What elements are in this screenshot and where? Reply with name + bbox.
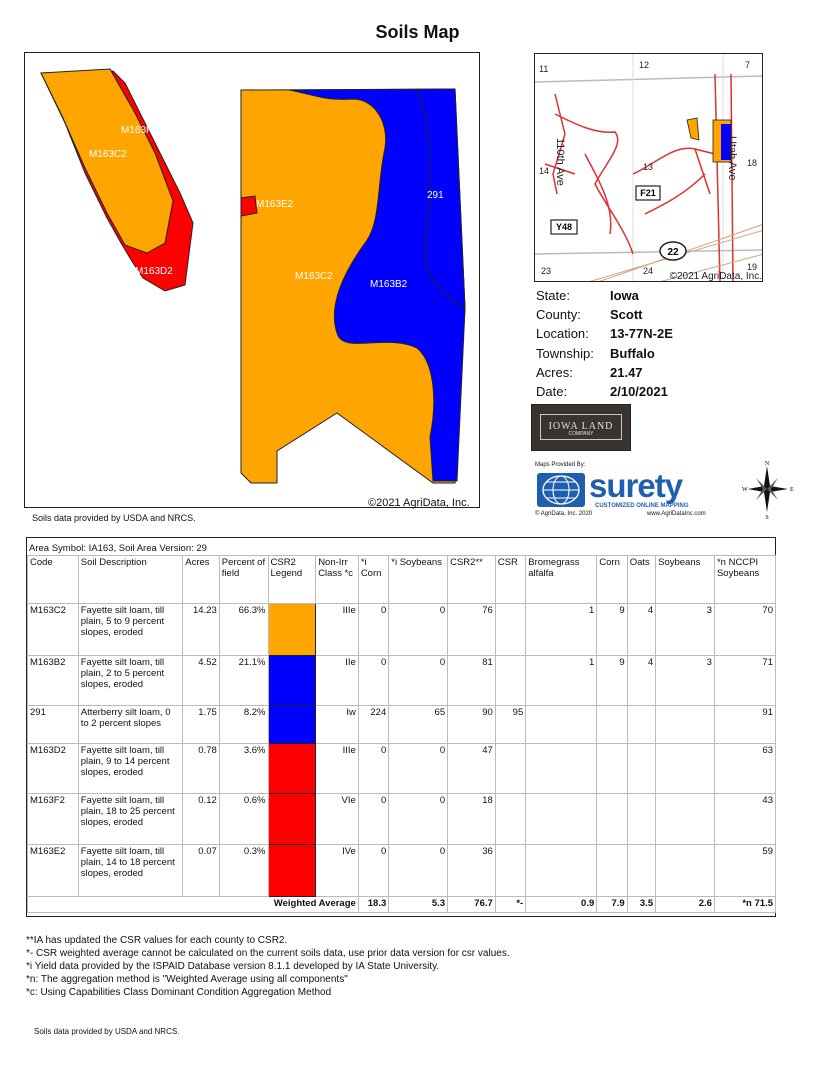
footnote: *n: The aggregation method is "Weighted Average using all components" [26,974,348,985]
info-value: 21.47 [610,364,643,380]
map-label: M163D2 [135,266,173,277]
road-name: 110th Ave [554,138,566,186]
table-cell [526,744,597,794]
table-cell: 18 [448,794,496,845]
table-cell: IIe [316,656,359,706]
compass-e: E [790,487,794,493]
section-number: 18 [747,158,758,168]
surety-provided: Maps Provided By: [535,462,586,468]
col-header: Acres [183,556,220,604]
table-cell: 0 [389,656,448,706]
table-cell [597,794,627,845]
info-key: Township: [536,345,594,361]
table-cell: M163B2 [28,656,79,706]
data-source-footer: Soils data provided by USDA and NRCS. [34,1027,180,1036]
table-row [28,604,776,656]
section-number: 23 [541,266,552,276]
soils-map [24,52,480,508]
table-row [28,794,776,845]
table-cell: 47 [448,744,496,794]
soil-polygon-m163c2-left [41,69,173,253]
table-cell: 95 [495,706,525,744]
table-cell [627,744,655,794]
table-cell: M163C2 [28,604,79,656]
col-header: CSR2 Legend [268,556,316,604]
table-cell: M163E2 [28,845,79,897]
col-header: *n NCCPI Soybeans [714,556,775,604]
table-cell [495,604,525,656]
soils-table-container [26,537,776,917]
compass-w: W [742,487,748,493]
section-number: 24 [643,266,654,276]
surety-name: surety [589,467,683,504]
data-source-note: Soils data provided by USDA and NRCS. [32,513,196,523]
table-row [28,706,776,744]
table-cell: Fayette silt loam, till plain, 18 to 25 percent slopes, eroded [78,794,183,845]
table-cell [495,794,525,845]
footnotes [26,934,510,999]
weighted-average-value: 3.5 [627,897,655,913]
table-cell: 3 [656,656,715,706]
footnote: *i Yield data provided by the ISPAID Database version 8.1.1 developed by IA State University. [26,961,440,972]
table-cell: 4.52 [183,656,220,706]
table-cell [656,706,715,744]
table-cell: 0.12 [183,794,220,845]
footnote: **IA has updated the CSR values for each county to CSR2. [26,935,288,946]
logo-text: IOWA LAND [548,421,614,432]
table-cell: 3.6% [219,744,268,794]
table-cell: 43 [714,794,775,845]
table-cell: 0.78 [183,744,220,794]
table-cell: 0 [389,794,448,845]
road-shield: 22 [667,247,679,258]
section-number: 14 [539,166,550,176]
surety-copyright: © AgriData, Inc. 2020 [535,511,593,517]
weighted-average-label: Weighted Average [28,897,359,913]
field-info [536,286,673,401]
csr2-legend-swatch [268,744,316,794]
table-cell: 9 [597,604,627,656]
footnote: *c: Using Capabilities Class Dominant Condition Aggregation Method [26,987,332,998]
table-cell: 66.3% [219,604,268,656]
soil-polygon-m163e2 [241,196,257,216]
col-header: CSR2** [448,556,496,604]
map-label: M163F2 [121,125,158,136]
table-cell [526,794,597,845]
weighted-average-value: *- [495,897,525,913]
info-value: Scott [610,307,643,323]
table-cell: Fayette silt loam, till plain, 5 to 9 percent slopes, eroded [78,604,183,656]
table-cell: 90 [448,706,496,744]
csr2-legend-swatch [268,656,316,706]
table-cell: 0.3% [219,845,268,897]
table-cell: 36 [448,845,496,897]
csr2-legend-swatch [268,604,316,656]
road-shield: Y48 [555,222,573,232]
map-label: M163C2 [89,149,127,160]
map-label: 291 [427,190,444,201]
table-cell [526,845,597,897]
table-cell [495,744,525,794]
table-cell: 0.07 [183,845,220,897]
table-cell: VIe [316,794,359,845]
table-cell [627,706,655,744]
compass-s: S [765,515,769,520]
csr2-legend-swatch [268,706,316,744]
col-header: Percent of field [219,556,268,604]
table-cell [656,845,715,897]
table-cell: 0.6% [219,794,268,845]
weighted-average-row [28,897,776,913]
table-cell: 76 [448,604,496,656]
table-cell: 0 [358,845,388,897]
weighted-average-value: 7.9 [597,897,627,913]
table-cell: 0 [358,604,388,656]
weighted-average-value: *n 71.5 [714,897,775,913]
info-key: County: [536,307,581,323]
table-cell: 71 [714,656,775,706]
table-row [28,656,776,706]
table-cell: 14.23 [183,604,220,656]
table-cell: 4 [627,656,655,706]
table-cell: 0 [389,604,448,656]
csr2-legend-swatch [268,794,316,845]
col-header: CSR [495,556,525,604]
weighted-average-value: 2.6 [656,897,715,913]
table-cell: M163F2 [28,794,79,845]
page-title: Soils Map [375,22,460,42]
table-cell [627,794,655,845]
logo-subtext: COMPANY [568,431,594,437]
table-cell: Fayette silt loam, till plain, 14 to 18 percent slopes, eroded [78,845,183,897]
table-cell [597,845,627,897]
col-header: *i Soybeans [389,556,448,604]
col-header: Corn [597,556,627,604]
table-cell: 91 [714,706,775,744]
table-cell: IIIe [316,744,359,794]
iowa-land-logo [531,404,631,451]
table-cell [526,706,597,744]
table-cell: 0 [389,744,448,794]
info-value: 2/10/2021 [610,384,668,400]
table-cell [656,744,715,794]
col-header: Non-Irr Class *c [316,556,359,604]
surety-tagline: CUSTOMIZED ONLINE MAPPING [595,503,689,509]
col-header: Bromegrass alfalfa [526,556,597,604]
table-cell: 0 [358,794,388,845]
table-cell: IVe [316,845,359,897]
table-cell: 1.75 [183,706,220,744]
info-value: Iowa [610,288,639,303]
table-cell [656,794,715,845]
table-cell: IIIe [316,604,359,656]
area-symbol: Area Symbol: IA163, Soil Area Version: 29 [29,543,207,554]
table-cell: M163D2 [28,744,79,794]
table-cell [597,744,627,794]
soils-table [27,555,776,913]
table-cell: Fayette silt loam, till plain, 2 to 5 percent slopes, eroded [78,656,183,706]
table-cell: 1 [526,656,597,706]
globe-icon [535,471,587,509]
table-row [28,845,776,897]
table-cell [597,706,627,744]
csr2-legend-swatch [268,845,316,897]
col-header: Soybeans [656,556,715,604]
col-header: Soil Description [78,556,183,604]
section-number: 19 [747,262,758,272]
map-copyright: ©2021 AgriData, Inc. [368,497,470,509]
table-cell [495,656,525,706]
table-cell: Fayette silt loam, till plain, 9 to 14 percent slopes, eroded [78,744,183,794]
table-cell: 0 [389,845,448,897]
weighted-average-value: 0.9 [526,897,597,913]
table-cell: 291 [28,706,79,744]
table-row [28,744,776,794]
location-map-copyright: ©2021 AgriData, Inc. [669,271,762,282]
col-header: Oats [627,556,655,604]
info-key: State: [536,288,570,303]
col-header: *i Corn [358,556,388,604]
table-cell: 70 [714,604,775,656]
map-label: M163B2 [370,279,408,290]
table-cell: 3 [656,604,715,656]
footnote: *- CSR weighted average cannot be calculated on the current soils data, use prior data version for csr values. [26,948,510,959]
weighted-average-value: 5.3 [389,897,448,913]
table-cell: Iw [316,706,359,744]
section-number: 7 [745,60,751,70]
info-value: Buffalo [610,345,655,361]
location-map [534,53,763,282]
table-cell: 63 [714,744,775,794]
table-cell: 8.2% [219,706,268,744]
weighted-average-value: 18.3 [358,897,388,913]
table-cell: 0 [358,744,388,794]
info-key: Acres: [536,364,573,380]
table-cell: 59 [714,845,775,897]
table-cell: 65 [389,706,448,744]
road-shield: F21 [640,188,656,198]
surety-url: www.AgriDataInc.com [647,511,706,517]
table-cell: 81 [448,656,496,706]
section-number: 12 [639,60,650,70]
table-cell: 0 [358,656,388,706]
col-header: Code [28,556,79,604]
weighted-average-value: 76.7 [448,897,496,913]
map-label: M163E2 [256,199,294,210]
table-cell: 1 [526,604,597,656]
surety-logo [535,461,720,521]
table-cell: Atterberry silt loam, 0 to 2 percent slopes [78,706,183,744]
compass-rose [740,458,795,520]
info-value: 13-77N-2E [610,326,673,342]
table-cell [495,845,525,897]
info-key: Date: [536,384,568,400]
table-cell: 21.1% [219,656,268,706]
info-key: Location: [536,326,589,342]
table-cell: 4 [627,604,655,656]
map-label: M163C2 [295,271,333,282]
table-cell: 9 [597,656,627,706]
road-name: Utah Ave [726,136,738,181]
compass-n: N [764,461,770,467]
section-number: 11 [539,64,549,74]
table-cell [627,845,655,897]
table-cell: 224 [358,706,388,744]
section-number: 13 [643,162,654,172]
